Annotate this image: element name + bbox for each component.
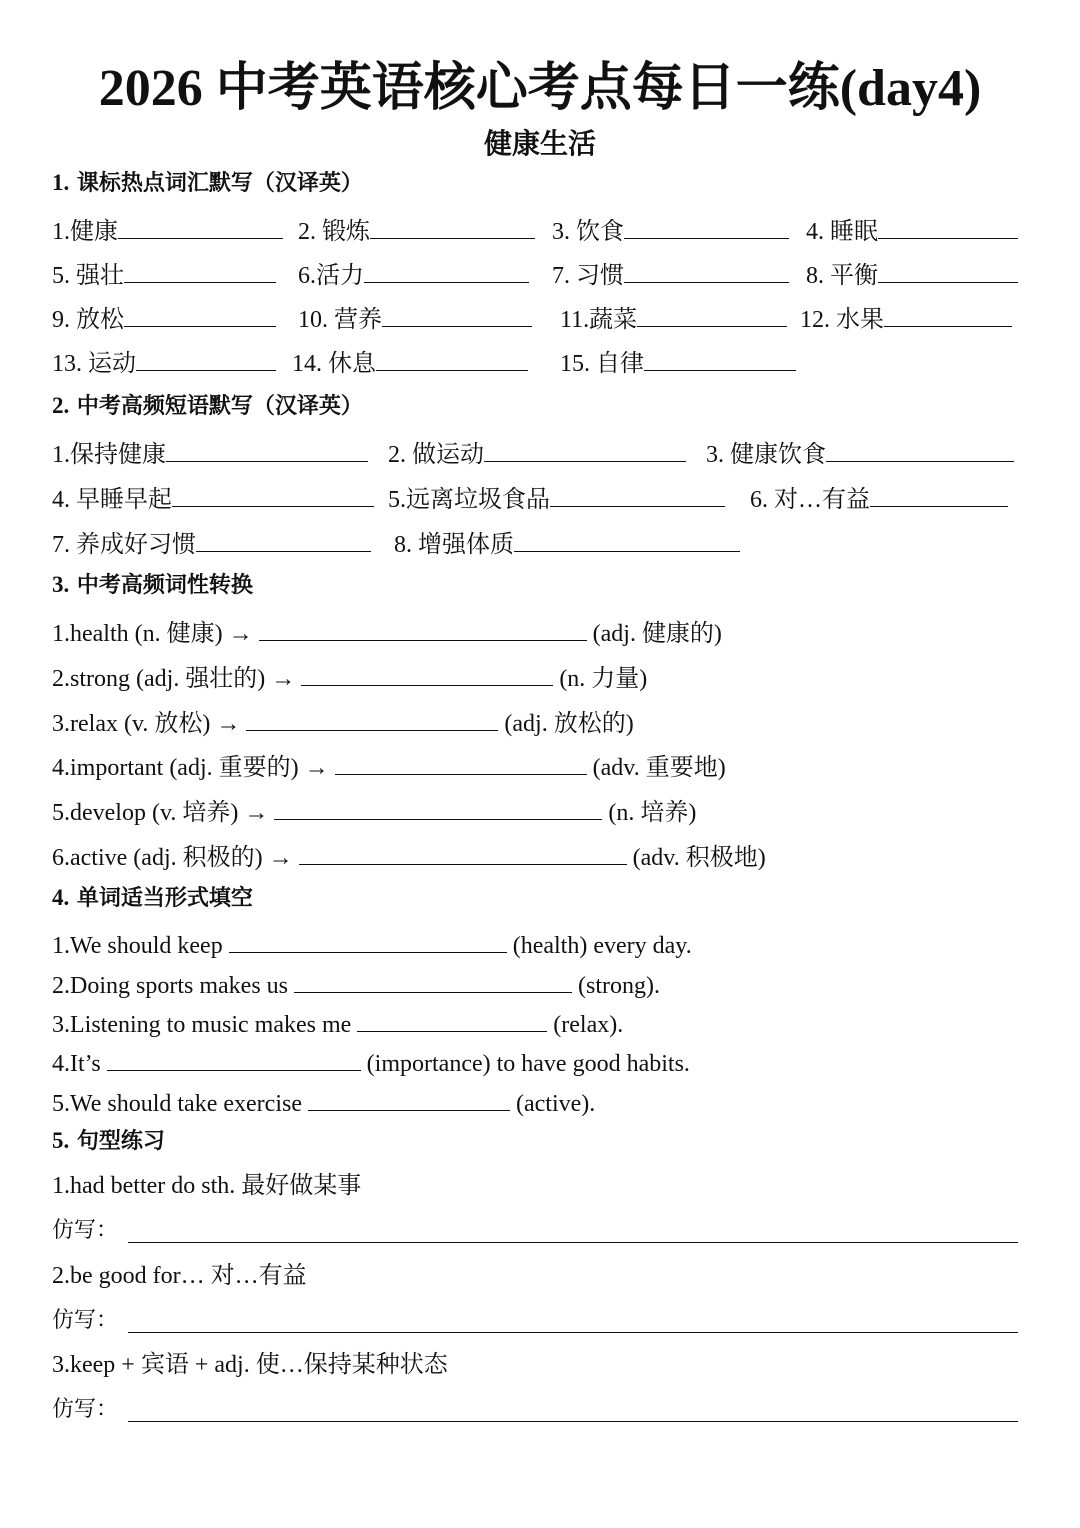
pattern-item-3: 3.keep + 宾语 + adj. 使…保持某种状态	[52, 1352, 448, 1378]
pattern-item-1: 1.had better do sth. 最好做某事	[52, 1173, 362, 1199]
section-5-heading: 5. 句型练习	[52, 1128, 165, 1154]
answer-blank[interactable]	[294, 966, 572, 993]
phrase-item: 8. 增强体质	[394, 525, 740, 559]
pattern-item-2: 2.be good for… 对…有益	[52, 1263, 307, 1289]
answer-blank[interactable]	[878, 212, 1018, 239]
answer-blank[interactable]	[637, 300, 787, 327]
vocab-item: 6.活力	[298, 256, 529, 290]
vocab-item: 3. 饮食	[552, 212, 789, 246]
answer-blank[interactable]	[118, 212, 283, 239]
answer-blank[interactable]	[335, 748, 587, 775]
answer-blank[interactable]	[299, 838, 627, 865]
imitate-answer-line[interactable]	[128, 1421, 1018, 1422]
fill-item-3: 3.Listening to music makes me (relax).	[52, 1005, 623, 1042]
vocab-item: 4. 睡眠	[806, 212, 1018, 246]
fill-item-4: 4.It’s (importance) to have good habits.	[52, 1044, 690, 1081]
phrase-item: 3. 健康饮食	[706, 435, 1014, 469]
vocab-item: 1.健康	[52, 212, 283, 246]
vocab-item: 9. 放松	[52, 300, 276, 334]
answer-blank[interactable]	[196, 525, 371, 552]
answer-blank[interactable]	[166, 435, 368, 462]
section-4-heading: 4. 单词适当形式填空	[52, 885, 253, 911]
answer-blank[interactable]	[382, 300, 532, 327]
phrase-item: 1.保持健康	[52, 435, 368, 469]
answer-blank[interactable]	[229, 926, 507, 953]
answer-blank[interactable]	[644, 344, 796, 371]
conversion-item-4: 4.important (adj. 重要的) → (adv. 重要地)	[52, 748, 726, 785]
answer-blank[interactable]	[624, 212, 789, 239]
vocab-item: 5. 强壮	[52, 256, 276, 290]
answer-blank[interactable]	[107, 1044, 361, 1071]
phrase-item: 2. 做运动	[388, 435, 686, 469]
answer-blank[interactable]	[124, 300, 276, 327]
conversion-item-5: 5.develop (v. 培养) → (n. 培养)	[52, 793, 696, 830]
answer-blank[interactable]	[274, 793, 602, 820]
phrase-item: 5.远离垃圾食品	[388, 480, 725, 514]
answer-blank[interactable]	[370, 212, 535, 239]
vocab-item: 13. 运动	[52, 344, 276, 378]
fill-item-2: 2.Doing sports makes us (strong).	[52, 966, 660, 1003]
answer-blank[interactable]	[550, 480, 725, 507]
imitate-label: 仿写：	[52, 1397, 119, 1422]
answer-blank[interactable]	[884, 300, 1012, 327]
section-3-heading: 3. 中考高频词性转换	[52, 572, 253, 598]
vocab-item: 15. 自律	[560, 344, 796, 378]
conversion-item-1: 1.health (n. 健康) → (adj. 健康的)	[52, 614, 722, 651]
section-1-heading: 1. 课标热点词汇默写（汉译英）	[52, 170, 363, 196]
fill-item-1: 1.We should keep (health) every day.	[52, 926, 692, 963]
section-2-heading: 2. 中考高频短语默写（汉译英）	[52, 393, 363, 419]
answer-blank[interactable]	[172, 480, 374, 507]
answer-blank[interactable]	[124, 256, 276, 283]
imitate-answer-line[interactable]	[128, 1332, 1018, 1333]
answer-blank[interactable]	[376, 344, 528, 371]
vocab-item: 10. 营养	[298, 300, 532, 334]
phrase-item: 7. 养成好习惯	[52, 525, 371, 559]
phrase-item: 4. 早睡早起	[52, 480, 374, 514]
imitate-label: 仿写：	[52, 1218, 119, 1243]
answer-blank[interactable]	[870, 480, 1008, 507]
vocab-item: 7. 习惯	[552, 256, 789, 290]
vocab-item: 14. 休息	[292, 344, 528, 378]
answer-blank[interactable]	[364, 256, 529, 283]
vocab-item: 11.蔬菜	[560, 300, 787, 334]
conversion-item-2: 2.strong (adj. 强壮的) → (n. 力量)	[52, 659, 647, 696]
vocab-item: 2. 锻炼	[298, 212, 535, 246]
imitate-label: 仿写：	[52, 1308, 119, 1333]
page-subtitle: 健康生活	[483, 127, 596, 160]
fill-item-5: 5.We should take exercise (active).	[52, 1084, 595, 1121]
answer-blank[interactable]	[878, 256, 1018, 283]
answer-blank[interactable]	[259, 614, 587, 641]
vocab-item: 12. 水果	[800, 300, 1012, 334]
answer-blank[interactable]	[484, 435, 686, 462]
answer-blank[interactable]	[826, 435, 1014, 462]
answer-blank[interactable]	[308, 1084, 510, 1111]
answer-blank[interactable]	[514, 525, 740, 552]
conversion-item-6: 6.active (adj. 积极的) → (adv. 积极地)	[52, 838, 766, 875]
conversion-item-3: 3.relax (v. 放松) → (adj. 放松的)	[52, 704, 634, 741]
answer-blank[interactable]	[136, 344, 276, 371]
answer-blank[interactable]	[301, 659, 553, 686]
answer-blank[interactable]	[357, 1005, 547, 1032]
answer-blank[interactable]	[246, 704, 498, 731]
vocab-item: 8. 平衡	[806, 256, 1018, 290]
phrase-item: 6. 对…有益	[750, 480, 1008, 514]
answer-blank[interactable]	[624, 256, 789, 283]
page-title: 2026 中考英语核心考点每日一练(day4)	[98, 60, 982, 117]
imitate-answer-line[interactable]	[128, 1242, 1018, 1243]
